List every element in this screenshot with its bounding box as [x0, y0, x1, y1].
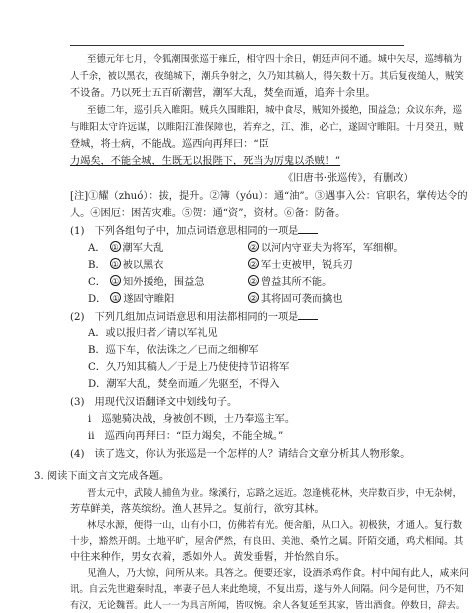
- question-stem: (4) 读了选文，你认为张巡是一个怎样的人？请结合文章分析其人物形象。: [70, 449, 411, 460]
- section-heading: 3. 阅读下面文言文完成各题。: [34, 471, 170, 482]
- note-line: [注]①耀（zhuó）：拔，提升。②簿（yóu）：通“油”。③遇事入公：官职名，掌传达令的: [70, 191, 468, 202]
- circled-number: ①: [111, 277, 120, 286]
- option-text: 曾益其所不能。: [261, 277, 333, 288]
- translation-item: ii 巡西向再拜曰：“臣力竭矣，不能全城。”: [88, 431, 284, 442]
- answer-blank[interactable]: [298, 310, 318, 320]
- passage-line: 人千余，被以黑衣，夜缒城下，潮兵争射之，久乃知其稿人，得矢数十万。其后复夜缒人，贼笑: [70, 71, 464, 82]
- circled-number: ②: [249, 243, 258, 252]
- circled-number: ①: [111, 243, 119, 252]
- note-line: 人。④困厄：困苦灾难。⑤贺：通“资”，资材。⑥备：防备。: [70, 208, 346, 219]
- option-d[interactable]: [88, 292, 343, 306]
- translation-item: i 巡驰骑决战，身被创不顾，士乃奉巡主军。: [88, 414, 296, 425]
- option-text: 以河内守亚夫为将军，军细柳。: [261, 243, 404, 254]
- circled-number: ②: [249, 277, 258, 286]
- option-label: D．: [88, 294, 107, 305]
- passage-line: 至德二年，巡引兵入睢阳。贼兵久围睢阳，城中食尽，贼知外援绝，围益急；众议东奔，巡: [87, 105, 463, 116]
- question-stem-text: (1) 下列各组句子中，加点词语意思相同的一项是: [70, 226, 299, 237]
- option-text: 知外援绝，围益急: [122, 277, 205, 288]
- passage-line: [70, 138, 269, 151]
- passage-line: 至德元年七月，令狐潮围张巡于雍丘，相守四十余日，朝廷声问不通。城中矢尽，巡缚稿为: [87, 54, 463, 65]
- passage-line: 十步，豁然开朗。土地平旷，屋舍俨然，有良田、美池、桑竹之属。阡陌交通，鸡犬相闻。其: [70, 536, 464, 547]
- option-a[interactable]: A．或以报归者／请以军礼见: [88, 328, 218, 339]
- option-text: 潮军大乱: [122, 243, 164, 254]
- passage-line: 见渔人，乃大惊，问所从来。具答之。便要还家，设酒杀鸡作食。村中闻有此人，咸来问: [87, 568, 470, 579]
- question-stem: [70, 224, 318, 238]
- option-text: 其将固可袭而擒也: [261, 294, 343, 305]
- circled-number: ②: [249, 260, 258, 269]
- passage-line: 有汉，无论魏晋。此人一一为具言所闻，皆叹惋。余人各复延至其家，皆出酒食。停数日，辞去。: [70, 600, 466, 611]
- passage-line: 讯。自云先世避秦时乱，率妻子邑人来此绝境，不复出焉，遂与外人间隔。问今是何世，乃不知: [70, 584, 464, 595]
- circled-number: ①: [111, 260, 119, 269]
- passage-line: 不设备。乃以死士五百斫潮营，潮军大乱，焚垒而遁，追奔十余里。: [70, 88, 376, 99]
- option-text: 被以黑衣: [122, 260, 164, 271]
- answer-blank[interactable]: [298, 224, 318, 234]
- option-b[interactable]: B．巡下车，依法诛之／已而之细柳军: [88, 345, 259, 356]
- question-stem: [70, 310, 318, 324]
- option-c[interactable]: [88, 275, 333, 289]
- passage-line: 与睢阳太守许远谋，以睢阳江淮保障也，若弃之，江、淮，必亡，遂固守睢阳。十月癸丑，贼: [70, 122, 464, 133]
- question-stem-text: (2) 下列几组加点词语意思和用法都相同的一项是: [70, 312, 299, 323]
- question-stem: (3) 用现代汉语翻译文中划线句子。: [70, 397, 238, 408]
- passage-line: 芳草鲜美，落英缤纷。渔人甚异之。复前行，欲穷其林。: [70, 504, 325, 515]
- passage-line: [70, 155, 340, 168]
- option-label: A．: [88, 243, 106, 254]
- option-d[interactable]: D．潮军大乱，焚垒而遁／先驱至，不得入: [88, 379, 280, 390]
- option-a[interactable]: [88, 241, 404, 255]
- citation: 《旧唐书·张巡传》，有删改）: [283, 173, 414, 184]
- option-label: B．: [88, 260, 106, 271]
- top-rule: [70, 45, 404, 46]
- option-text: 遂固守睢阳: [123, 294, 175, 305]
- passage-line: 中往来种作，男女衣着，悉如外人。黄发垂髫，并怡然自乐。: [70, 552, 346, 563]
- option-text: 军士吏被甲，锐兵刃: [261, 260, 353, 271]
- option-c[interactable]: C．久乃知其稿人／于是上乃使使持节诏将军: [88, 362, 290, 373]
- option-label: C．: [88, 277, 106, 288]
- passage-line: 晋太元中，武陵人捕鱼为业。缘溪行，忘路之远近。忽逢桃花林，夹岸数百步，中无杂树，: [87, 488, 463, 499]
- circled-number: ①: [112, 294, 120, 303]
- passage-line: 林尽水源，便得一山，山有小口，仿佛若有光。便舍船，从口入。初极狭，才通人。复行数: [87, 520, 463, 531]
- underlined-sentence: 力竭矣，不能全城，生既无以报陛下，死当为厉鬼以杀贼！”: [70, 156, 341, 167]
- option-b[interactable]: [88, 258, 353, 272]
- circled-number: ②: [249, 294, 258, 303]
- passage-line-text: 登城，将士病，不能战。巡西向再拜曰：“臣: [70, 139, 269, 150]
